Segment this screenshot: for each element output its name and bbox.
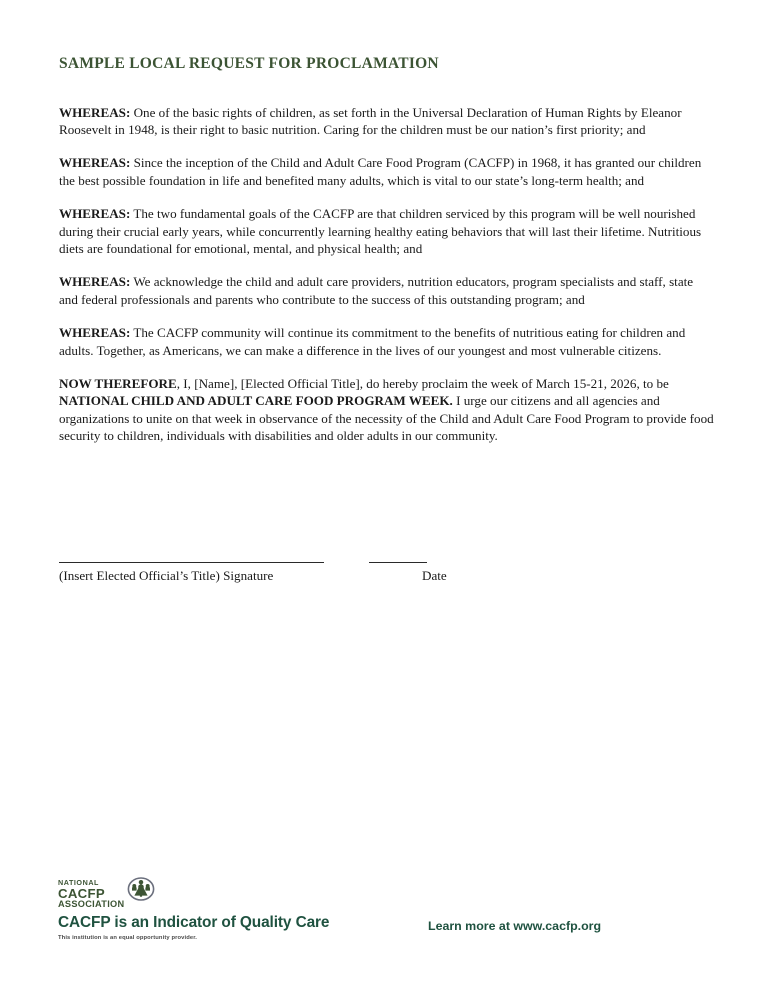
cacfp-family-emblem-icon (127, 877, 155, 907)
clause-text-4: We acknowledge the child and adult care providers, nutrition educators, program specialists and staff, state and federal professionals and parents who contribute to the success of this outstanding program; and (59, 274, 694, 307)
clause-lead-1: WHEREAS: (59, 104, 131, 120)
date-label: Date (422, 568, 447, 583)
signature-block (59, 548, 479, 588)
clause-lead-2: WHEREAS: (59, 155, 131, 171)
organization-branding (58, 878, 478, 941)
whereas-clause-2 (59, 154, 714, 189)
logo-line-national: NATIONAL (58, 878, 99, 887)
resolution-lead: NOW THEREFORE (59, 376, 177, 392)
logo-wordmark (58, 878, 124, 910)
resolution-part-1: , I, [Name], [Elected Official Title], do hereby proclaim the week of March 15-21, 2026, to be (176, 376, 669, 392)
whereas-clause-5 (59, 324, 714, 359)
page-footer (0, 878, 773, 953)
whereas-clause-1 (59, 104, 714, 139)
clause-lead-5: WHEREAS: (59, 325, 131, 341)
resolution-emphasis: NATIONAL CHILD AND ADULT CARE FOOD PROGRAM WEEK. (59, 393, 453, 409)
document-body (59, 55, 714, 445)
nondiscrimination-statement: This institution is an equal opportunity provider. (58, 934, 198, 941)
clause-text-5: The CACFP community will continue its commitment to the benefits of nutritious eating for children and adults. Together, as Americans, we can make a difference in the lives of our youngest and most vulnerable citizens. (59, 325, 686, 358)
page-title: SAMPLE LOCAL REQUEST FOR PROCLAMATION (59, 55, 439, 72)
whereas-clause-4 (59, 273, 714, 308)
resolution-part-2: I urge our citizens and all agencies and organizations to unite on that week in observance of the necessity of the Child and Adult Care Food Program to provide food security to children, individuals with disabilities and older adults in our community. (59, 393, 714, 444)
whereas-clause-3 (59, 205, 714, 257)
brand-tagline: CACFP is an Indicator of Quality Care (58, 914, 330, 931)
cacfp-logo (58, 878, 478, 911)
signature-label: (Insert Elected Official’s Title) Signature (59, 568, 274, 583)
resolution-paragraph (59, 375, 714, 445)
learn-more-text: Learn more at www.cacfp.org (428, 919, 602, 933)
signature-line (59, 562, 324, 563)
logo-line-cacfp: CACFP (58, 885, 105, 901)
clause-text-3: The two fundamental goals of the CACFP are that children serviced by this program will be well nourished during their crucial early years, while concurrently learning healthy eating behaviors that will last their lifetime. Nutritious diets are foundational for emotional, mental, and physical health; and (59, 206, 702, 257)
date-line (369, 562, 427, 563)
clause-lead-4: WHEREAS: (59, 274, 131, 290)
clause-text-1: One of the basic rights of children, as set forth in the Universal Declaration of Human Rights by Eleanor Roosevelt in 1948, is their right to basic nutrition. Caring for the children must be our nation’s first priority; and (59, 104, 682, 137)
logo-line-association: ASSOCIATION (58, 899, 125, 910)
clause-text-2: Since the inception of the Child and Adult Care Food Program (CACFP) in 1968, it has granted our children the best possible foundation in life and benefited many adults, which is vital to our state’s long-term health; and (59, 155, 702, 188)
clause-lead-3: WHEREAS: (59, 206, 131, 222)
